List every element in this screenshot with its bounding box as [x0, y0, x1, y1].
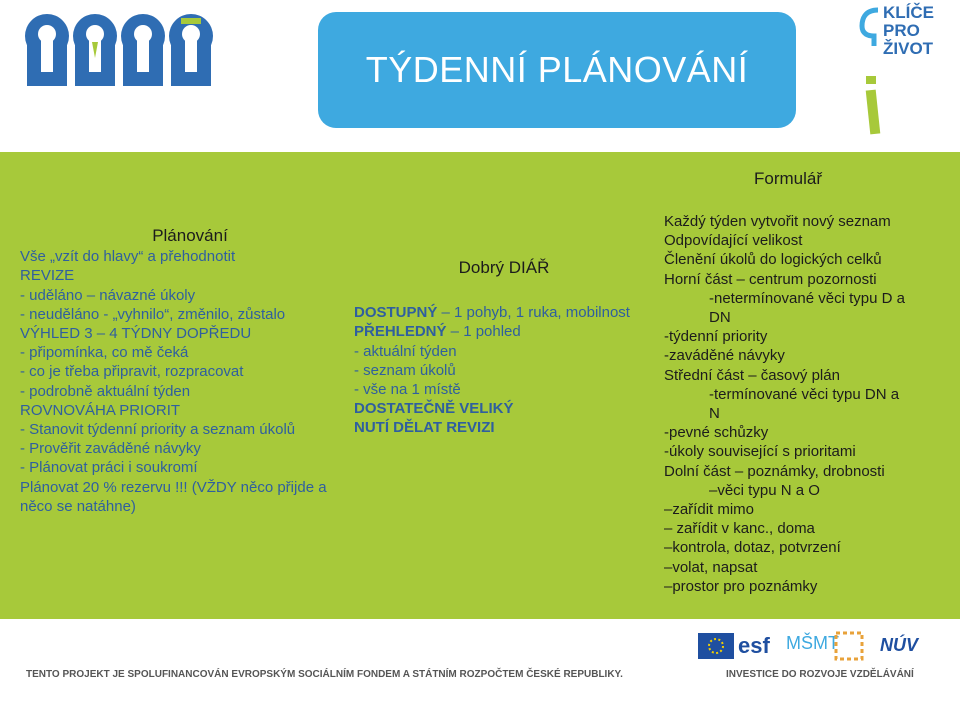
- title-banner: [318, 12, 796, 128]
- diar-heading: Dobrý DIÁŘ: [458, 258, 550, 277]
- formular-line: – zařídit v kanc., doma: [664, 520, 815, 538]
- planovani-line: něco se natáhne): [20, 497, 136, 515]
- formular-line: Každý týden vytvořit nový seznam: [664, 213, 891, 230]
- footer-disclaimer: TENTO PROJEKT JE SPOLUFINANCOVÁN EVROPSKÝM SOCIÁLNÍM FONDEM A STÁTNÍM ROZPOČTEM ČESKÉ REPUBLIKY.: [26, 669, 623, 680]
- formular-lines: [664, 212, 956, 596]
- diar-line-velky: DOSTATEČNĚ VELIKÝ: [354, 400, 514, 418]
- esf-logo: esf: [738, 633, 770, 658]
- planovani-heading: Plánování: [152, 226, 228, 245]
- formular-line: -netermínované věci typu D a: [709, 289, 905, 307]
- diar-line-aktualni: - aktuální týden: [354, 342, 457, 360]
- planovani-line: REVIZE: [20, 267, 75, 285]
- page-title: TÝDENNÍ PLÁNOVÁNÍ: [365, 49, 749, 90]
- exclamation-icon: [860, 72, 888, 138]
- eu-flag-icon: [698, 633, 734, 659]
- formular-line: Horní část – centrum pozornosti: [664, 270, 877, 288]
- formular-heading: Formulář: [754, 169, 823, 188]
- keyhole-logo-3: [120, 8, 166, 86]
- diar-line-prehledny: PŘEHLEDNÝ – 1 pohled: [354, 323, 521, 341]
- formular-line: -pevné schůzky: [664, 424, 769, 442]
- planovani-line: - Plánovat práci i soukromí: [20, 459, 198, 477]
- formular-line: Odpovídající velikost: [664, 232, 803, 250]
- planovani-line: - podrobně aktuální týden: [20, 382, 191, 400]
- formular-line: -termínované věci typu DN a: [709, 385, 900, 403]
- brand-logo-text: KLÍČE PRO ŽIVOT: [883, 3, 934, 58]
- footer-investice: INVESTICE DO ROZVOJE VZDĚLÁVÁNÍ: [726, 669, 914, 680]
- formular-line: –věci typu N a O: [709, 481, 820, 499]
- ops-logo: [834, 631, 864, 661]
- formular-line: –kontrola, dotaz, potvrzení: [664, 539, 841, 557]
- diar-line-dostupny: DOSTUPNÝ – 1 pohyb, 1 ruka, mobilnost: [354, 304, 630, 322]
- diar-column: [354, 258, 664, 438]
- diar-line-revize: NUTÍ DĚLAT REVIZI: [354, 419, 495, 437]
- planovani-line: - uděláno – návazné úkoly: [20, 286, 196, 304]
- planovani-line: - připomínka, co mě čeká: [20, 344, 189, 362]
- formular-line: N: [709, 405, 720, 423]
- footer: [0, 619, 960, 705]
- keyhole-logo-1: [24, 8, 70, 86]
- formular-line: DN: [709, 309, 731, 327]
- diar-line-seznam: - seznam úkolů: [354, 361, 456, 379]
- keyhole-logo-2: [72, 8, 118, 86]
- planovani-line: - neuděláno - „vyhnilo“, změnilo, zůstalo: [20, 305, 286, 323]
- planovani-column: [20, 226, 360, 516]
- planovani-line: Plánovat 20 % rezervu !!! (VŽDY něco přijde a: [20, 478, 327, 496]
- formular-line: Členění úkolů do logických celků: [664, 251, 882, 269]
- planovani-lines: [20, 247, 360, 516]
- formular-line: –zařídit mimo: [664, 501, 755, 519]
- planovani-line: Vše „vzít do hlavy“ a přehodnotit: [20, 248, 236, 266]
- formular-line: –volat, napsat: [664, 558, 758, 576]
- planovani-line: - Prověřit zaváděné návyky: [20, 440, 201, 458]
- formular-line: –prostor pro poznámky: [664, 577, 818, 595]
- formular-column: [664, 212, 956, 596]
- planovani-line: ROVNOVÁHA PRIORIT: [20, 401, 181, 419]
- header: [0, 0, 960, 152]
- formular-line: -úkoly související s prioritami: [664, 443, 856, 461]
- nuv-logo: NÚV: [880, 635, 919, 655]
- planovani-line: - co je třeba připravit, rozpracovat: [20, 363, 244, 381]
- formular-line: -zaváděné návyky: [664, 347, 785, 365]
- diar-line-vse: - vše na 1 místě: [354, 381, 461, 399]
- formular-line: -týdenní priority: [664, 328, 768, 346]
- planovani-line: VÝHLED 3 – 4 TÝDNY DOPŘEDU: [20, 325, 252, 343]
- formular-line: Dolní část – poznámky, drobnosti: [664, 462, 885, 480]
- planovani-line: - Stanovit týdenní priority a seznam úkolů: [20, 421, 296, 439]
- key-icon: [858, 6, 882, 48]
- keyhole-logo-4: [168, 8, 214, 86]
- msmt-logo: MŠMT: [786, 633, 839, 653]
- formular-line: Střední část – časový plán: [664, 366, 840, 384]
